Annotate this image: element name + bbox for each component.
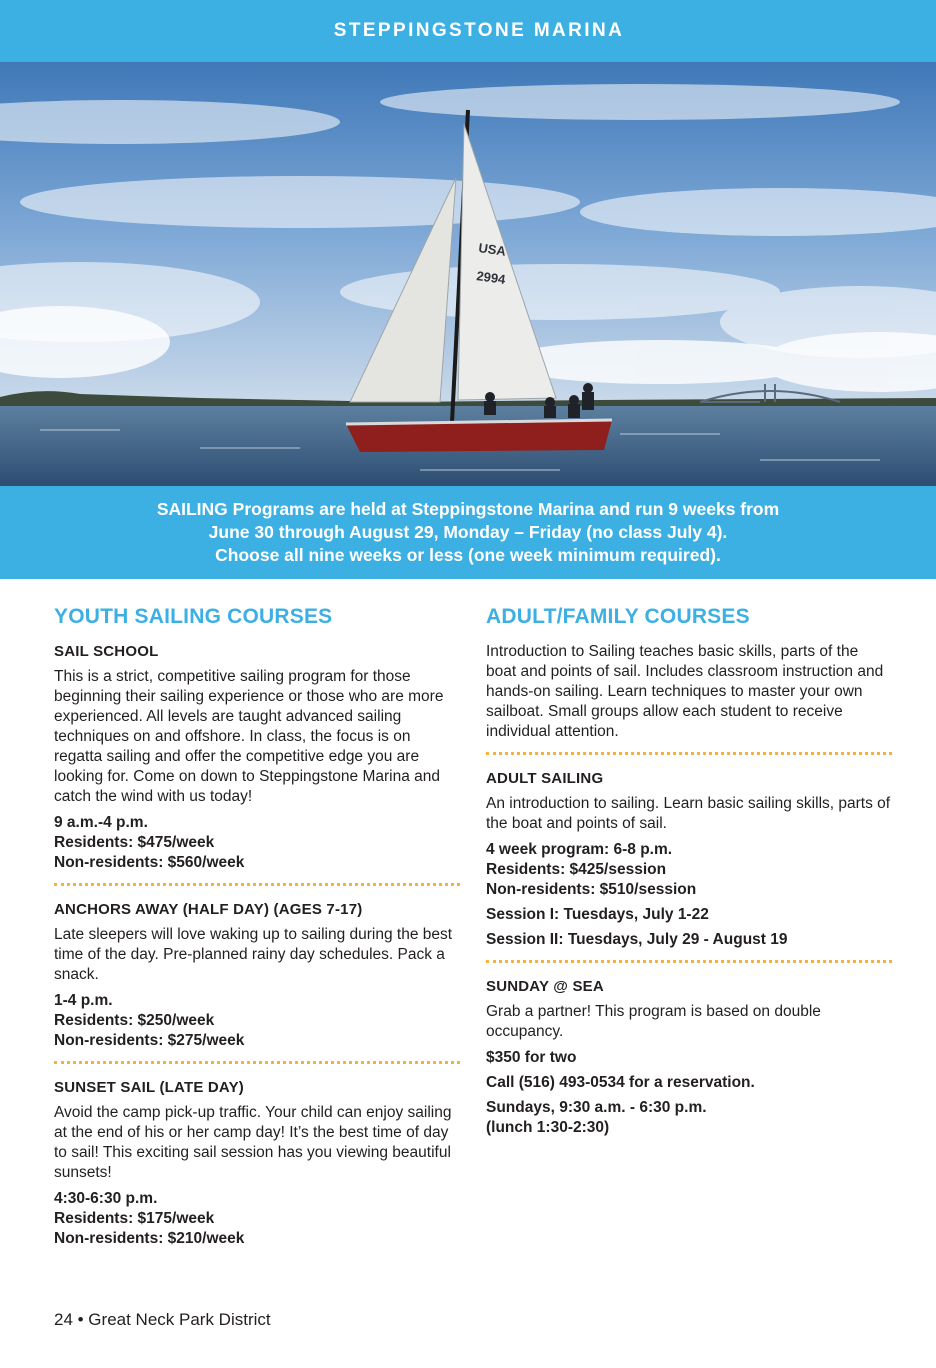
sunday-sea-body: Grab a partner! This program is based on double occupancy.	[486, 1003, 821, 1040]
sunset-sail-title: SUNSET SAIL (LATE DAY)	[54, 1079, 244, 1096]
anchors-away-title: ANCHORS AWAY (HALF DAY) (AGES 7-17)	[54, 901, 363, 918]
adult-sailing-session-2: Session II: Tuesdays, July 29 - August 19	[486, 931, 788, 948]
youth-courses-column	[54, 604, 460, 1249]
youth-heading: YOUTH SAILING COURSES	[54, 605, 333, 628]
adult-sailing-residents-price: Residents: $425/session	[486, 861, 667, 878]
sunset-sail-residents-price: Residents: $175/week	[54, 1210, 215, 1227]
adult-sailing-nonresidents-price: Non-residents: $510/session	[486, 881, 697, 898]
divider	[54, 1061, 460, 1064]
adult-intro: Introduction to Sailing teaches basic skills, parts of the boat and points of sail. Includes classroom instruction and hands-on sailing. Learn techniques to master your own sailboat. Small groups allow each student to receive individual attention.	[486, 643, 884, 740]
sunday-sea-lunch: (lunch 1:30-2:30)	[486, 1119, 610, 1136]
sunday-sea-title: SUNDAY @ SEA	[486, 978, 604, 995]
sail-school-body: This is a strict, competitive sailing program for those beginning their sailing experience or those who are more experienced. All levels are taught advanced sailing techniques on and offshore. In class, the focus is on regatta sailing and offer the competitive edge you are looking for. Come on down to Steppingstone Marina and catch the wind with us today!	[54, 668, 444, 805]
divider	[54, 883, 460, 886]
programs-info-banner	[0, 486, 936, 579]
page-footer: 24 • Great Neck Park District	[54, 1310, 271, 1329]
sailboat-photo	[0, 62, 936, 486]
anchors-away-nonresidents-price: Non-residents: $275/week	[54, 1032, 245, 1049]
adult-courses-column	[486, 604, 892, 1138]
anchors-away-residents-price: Residents: $250/week	[54, 1012, 215, 1029]
adult-sailing-session-1: Session I: Tuesdays, July 1-22	[486, 906, 709, 923]
sunset-sail-body: Avoid the camp pick-up traffic. Your child can enjoy sailing at the end of his or her camp day! It’s the best time of day to sail! This exciting sail session has you viewing beautiful sunsets!	[54, 1104, 452, 1181]
sail-number: 2994	[475, 268, 507, 287]
adult-sailing-program: 4 week program: 6-8 p.m.	[486, 841, 673, 858]
sail-school-residents-price: Residents: $475/week	[54, 834, 215, 851]
sunset-sail-nonresidents-price: Non-residents: $210/week	[54, 1230, 245, 1247]
anchors-away-body: Late sleepers will love waking up to sailing during the best time of the day. Pre-planned rainy day schedules. Pack a snack.	[54, 926, 453, 983]
page-title: STEPPINGSTONE MARINA	[333, 20, 625, 41]
divider	[486, 752, 892, 755]
banner-line-1: SAILING Programs are held at Steppingstone Marina and run 9 weeks from	[156, 499, 780, 519]
sail-school-nonresidents-price: Non-residents: $560/week	[54, 854, 245, 871]
banner-line-3: Choose all nine weeks or less (one week minimum required).	[215, 545, 721, 565]
sunday-sea-price: $350 for two	[486, 1049, 577, 1066]
sunset-sail-time: 4:30-6:30 p.m.	[54, 1190, 158, 1207]
sail-text-usa: USA	[477, 240, 507, 259]
adult-sailing-body: An introduction to sailing. Learn basic sailing skills, parts of the boat and points of sail.	[486, 795, 891, 832]
sail-school-time: 9 a.m.-4 p.m.	[54, 814, 148, 831]
banner-line-2: June 30 through August 29, Monday – Friday (no class July 4).	[208, 522, 728, 542]
header-banner	[0, 0, 936, 62]
sunday-sea-reservation-call: Call (516) 493-0534 for a reservation.	[486, 1074, 755, 1091]
adult-sailing-title: ADULT SAILING	[486, 770, 604, 787]
anchors-away-time: 1-4 p.m.	[54, 992, 113, 1009]
sail-school-title: SAIL SCHOOL	[54, 643, 159, 660]
sunday-sea-hours: Sundays, 9:30 a.m. - 6:30 p.m.	[486, 1099, 707, 1116]
divider	[486, 960, 892, 963]
adult-heading: ADULT/FAMILY COURSES	[486, 605, 750, 628]
